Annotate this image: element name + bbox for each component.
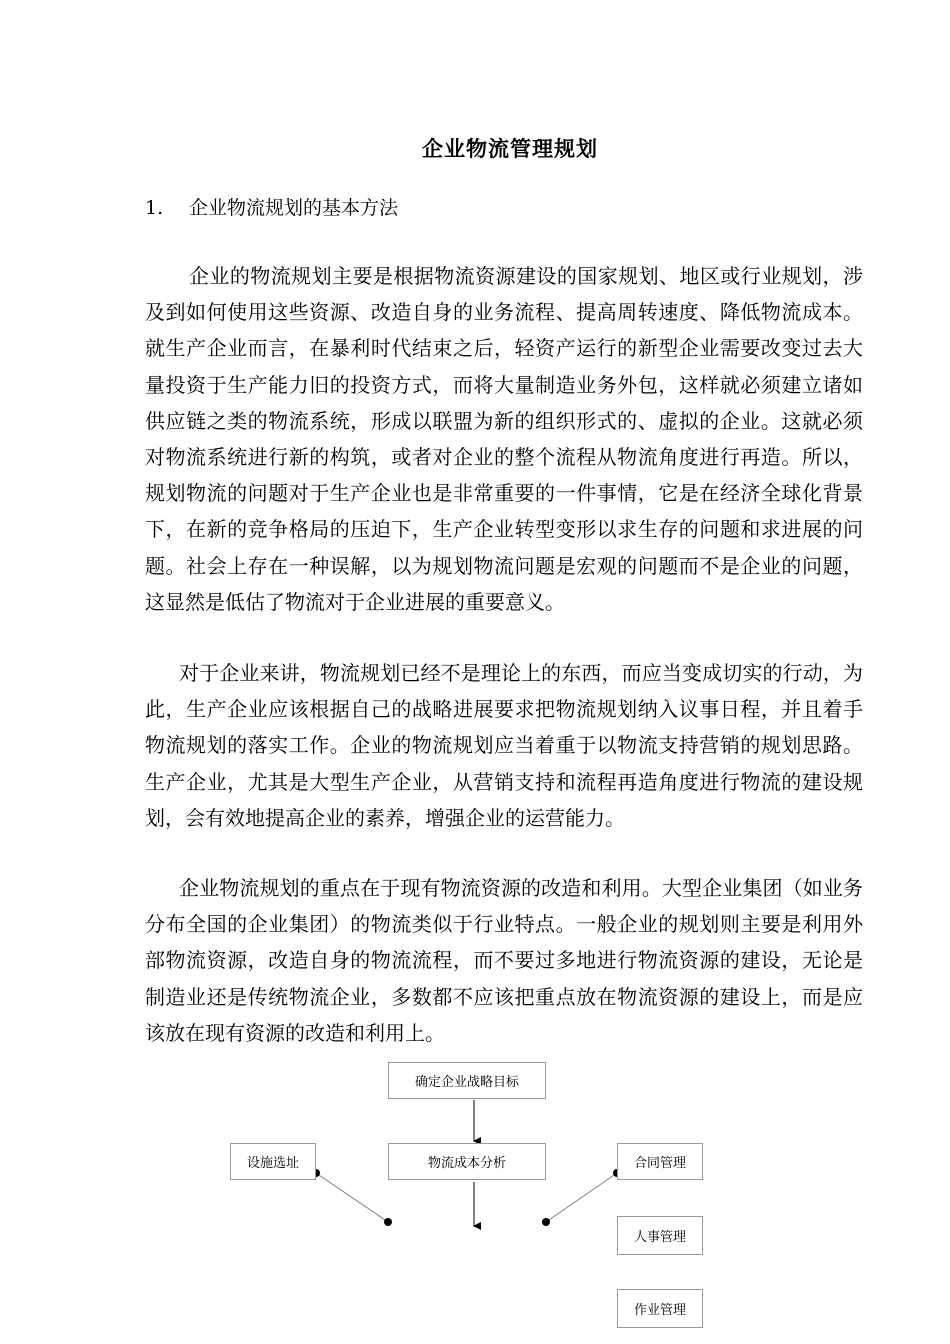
connector-dot (384, 1218, 392, 1226)
flow-box-goal: 确定企业战略目标 (388, 1062, 546, 1099)
connector-site (316, 1173, 388, 1222)
section-heading (145, 193, 398, 220)
flow-box-cost-analysis: 物流成本分析 (388, 1143, 546, 1180)
flow-box-ops-mgmt: 作业管理 (617, 1289, 703, 1328)
flow-box-contract-mgmt: 合同管理 (617, 1143, 703, 1180)
page-title: 企业物流管理规划 (422, 136, 598, 161)
section-number: 1. (145, 197, 164, 219)
connector-contract (546, 1173, 617, 1222)
paragraph-2: 对于企业来讲，物流规划已经不是理论上的东西，而应当变成切实的行动，为此，生产企业应该根据自己的战略进展要求把物流规划纳入议事日程，并且着手物流规划的落实工作。企业的物流规划应当着重于以物流支持营销的规划思路。生产企业，尤其是大型生产企业，从营销支持和流程再造角度进行物流的建设规划，会有效地提高企业的素养，增强企业的运营能力。 (145, 661, 863, 830)
flow-box-site-selection: 设施选址 (230, 1143, 316, 1180)
paragraph-3: 企业物流规划的重点在于现有物流资源的改造和利用。大型企业集团（如业务分布全国的企业集团）的物流类似于行业特点。一般企业的规划则主要是利用外部物流资源，改造自身的物流流程，而不要过多地进行物流资源的建设，无论是制造业还是传统物流企业，多数都不应该把重点放在物流资源的建设上，而是应该放在现有资源的改造和利用上。 (145, 876, 863, 1045)
paragraph-1: 企业的物流规划主要是根据物流资源建设的国家规划、地区或行业规划，涉及到如何使用这些资源、改造自身的业务流程、提高周转速度、降低物流成本。就生产企业而言，在暴利时代结束之后，轻资产运行的新型企业需要改变过去大量投资于生产能力旧的投资方式，而将大量制造业务外包，这样就必须建立诸如供应链之类的物流系统，形成以联盟为新的组织形式的、虚拟的企业。这就必须对物流系统进行新的构筑，或者对企业的整个流程从物流角度进行再造。所以，规划物流的问题对于生产企业也是非常重要的一件事情，它是在经济全球化背景下，在新的竞争格局的压迫下，生产企业转型变形以求生存的问题和求进展的问题。社会上存在一种误解，以为规划物流问题是宏观的问题而不是企业的问题，这显然是低估了物流对于企业进展的重要意义。 (145, 264, 863, 614)
section-heading-text: 企业物流规划的基本方法 (189, 197, 399, 219)
flow-box-hr-mgmt: 人事管理 (617, 1216, 703, 1255)
connector-dot (542, 1218, 550, 1226)
